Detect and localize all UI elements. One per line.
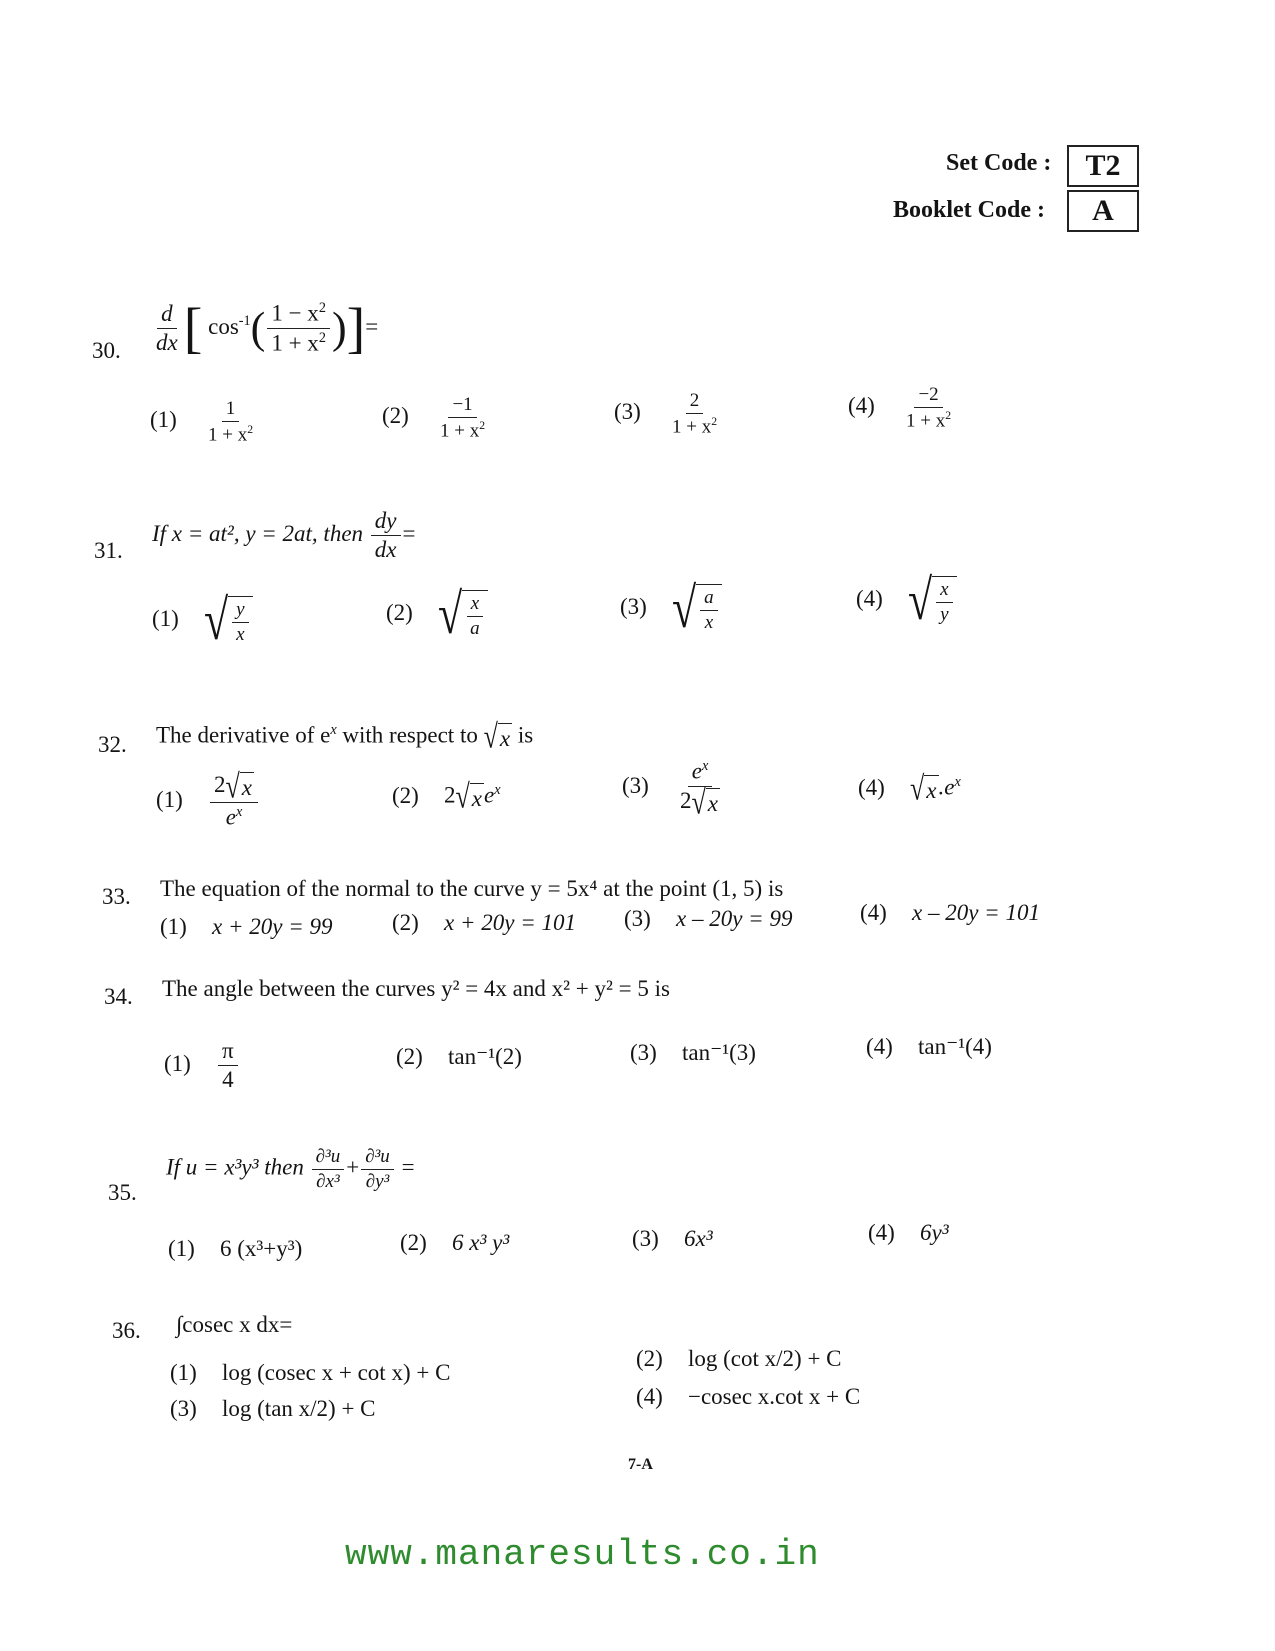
option-3[interactable] xyxy=(622,758,726,822)
radical-icon: √ xyxy=(908,568,933,633)
exp-base: .e xyxy=(938,774,955,800)
fraction-numerator: 1 − x xyxy=(271,300,319,326)
coefficient: 2 xyxy=(680,788,692,814)
option-1[interactable] xyxy=(168,1236,302,1262)
booklet-code-box: A xyxy=(1067,190,1139,232)
equals-sign: = xyxy=(401,1154,415,1180)
partial-numerator: ∂³u xyxy=(312,1146,345,1170)
option-text: tan⁻¹(3) xyxy=(682,1040,756,1065)
question-text: The angle between the curves y² = 4x and x² + y² = 5 is xyxy=(162,976,670,1001)
square-sup: 2 xyxy=(318,300,326,316)
option-2[interactable] xyxy=(392,777,501,816)
option-denominator: x xyxy=(236,623,245,645)
radicand: x xyxy=(924,775,938,804)
option-label: (1) xyxy=(168,1236,195,1261)
radical-icon: √ xyxy=(910,769,925,808)
option-text: x + 20y = 99 xyxy=(212,914,333,939)
option-label: (3) xyxy=(622,773,649,799)
radical-icon: √ xyxy=(204,588,229,653)
option-text: 6 (x³+y³) xyxy=(220,1236,303,1261)
option-denominator: e xyxy=(225,805,236,831)
question-text: If u = x³y³ then xyxy=(166,1154,304,1180)
option-text: tan⁻¹(2) xyxy=(448,1044,522,1069)
option-3[interactable] xyxy=(630,1040,756,1066)
radical-icon: √ xyxy=(225,767,240,805)
option-text: −cosec x.cot x + C xyxy=(688,1384,861,1409)
radicand: x xyxy=(240,772,254,801)
option-label: (2) xyxy=(392,910,419,935)
dx-denominator: dx xyxy=(374,537,397,563)
question-number: 31. xyxy=(94,538,123,563)
option-1[interactable] xyxy=(164,1038,240,1094)
right-bracket: ] xyxy=(346,297,366,360)
booklet-code-label: Booklet Code : xyxy=(893,197,1045,223)
question-text: is xyxy=(517,722,534,748)
option-numerator: x xyxy=(936,579,952,603)
partial-numerator: ∂³u xyxy=(361,1146,394,1170)
option-denominator: 4 xyxy=(222,1067,234,1093)
option-label: (3) xyxy=(614,399,641,425)
option-numerator: e xyxy=(691,758,702,784)
page-number: 7-A xyxy=(628,1456,653,1473)
option-label: (3) xyxy=(624,906,651,931)
question-text: The equation of the normal to the curve y = 5x⁴ at the point (1, 5) is xyxy=(160,876,784,901)
option-1[interactable] xyxy=(156,767,260,832)
option-1[interactable] xyxy=(150,398,259,446)
option-label: (2) xyxy=(392,782,419,808)
radical-icon: √ xyxy=(455,777,470,816)
square-sup: 2 xyxy=(479,418,486,432)
option-text: log (tan x/2) + C xyxy=(222,1396,376,1421)
option-label: (1) xyxy=(170,1360,197,1385)
question-number: 30. xyxy=(92,338,121,363)
option-numerator: −2 xyxy=(914,384,942,408)
option-text: x – 20y = 101 xyxy=(912,900,1040,925)
option-4[interactable] xyxy=(848,384,957,432)
question-number: 33. xyxy=(102,884,131,909)
option-numerator: 1 xyxy=(222,398,240,422)
option-label: (4) xyxy=(636,1384,663,1409)
option-label: (2) xyxy=(386,600,413,626)
option-text: 6 x³ y³ xyxy=(452,1230,510,1255)
option-numerator: a xyxy=(700,587,718,611)
option-4[interactable] xyxy=(860,900,1040,926)
exponent-sup: x xyxy=(330,722,337,738)
exponent-sup: x xyxy=(235,804,243,821)
option-label: (4) xyxy=(848,393,875,419)
option-3[interactable] xyxy=(170,1396,376,1422)
option-numerator: 2 xyxy=(686,390,704,414)
square-sup: 2 xyxy=(318,330,326,347)
exp-base: e xyxy=(484,782,495,808)
option-label: (1) xyxy=(160,914,187,939)
option-text: 6y³ xyxy=(920,1220,949,1245)
option-4[interactable] xyxy=(858,769,961,808)
plus-sign: + xyxy=(346,1154,360,1180)
fraction-denominator: 1 + x xyxy=(271,330,319,356)
left-bracket: [ xyxy=(183,297,203,360)
question-number: 36. xyxy=(112,1318,141,1343)
option-label: (1) xyxy=(164,1051,191,1077)
option-label: (4) xyxy=(860,900,887,925)
square-sup: 2 xyxy=(945,408,952,422)
option-text: 6x³ xyxy=(684,1226,713,1251)
square-sup: 2 xyxy=(247,422,254,436)
option-4[interactable] xyxy=(868,1220,949,1246)
question-number: 34. xyxy=(104,984,133,1009)
option-3[interactable] xyxy=(620,576,722,641)
cos-label: cos xyxy=(208,313,239,339)
dy-numerator: dy xyxy=(371,508,401,536)
option-denominator: 1 + x xyxy=(906,410,946,432)
option-1[interactable] xyxy=(170,1360,450,1386)
set-code-box: T2 xyxy=(1067,145,1139,187)
partial-denominator: ∂x³ xyxy=(316,1170,340,1192)
option-3[interactable] xyxy=(632,1226,713,1252)
equals-sign: = xyxy=(402,521,416,547)
right-paren: ) xyxy=(331,303,347,353)
coefficient: 2 xyxy=(444,782,456,808)
option-4[interactable] xyxy=(636,1384,860,1410)
option-numerator: π xyxy=(218,1038,238,1066)
option-text: x – 20y = 99 xyxy=(676,906,793,931)
question-35-stem xyxy=(166,1146,415,1193)
option-numerator: x xyxy=(467,593,483,617)
option-label: (2) xyxy=(382,403,409,429)
question-number: 35. xyxy=(108,1180,137,1205)
option-3[interactable] xyxy=(624,906,792,932)
radicand: x xyxy=(706,788,720,817)
exponent-sup: x xyxy=(494,782,501,798)
radical-icon: √ xyxy=(438,582,463,647)
set-code-label: Set Code : xyxy=(946,150,1052,176)
option-denominator: 1 + x xyxy=(208,424,248,446)
option-label: (4) xyxy=(858,774,885,800)
option-4[interactable] xyxy=(866,1034,992,1060)
partial-denominator: ∂y³ xyxy=(365,1170,390,1192)
option-2[interactable] xyxy=(386,582,488,647)
question-text: ∫cosec x dx= xyxy=(176,1312,293,1337)
option-label: (1) xyxy=(156,787,183,813)
option-label: (3) xyxy=(170,1396,197,1421)
option-label: (3) xyxy=(632,1226,659,1251)
option-text: log (cosec x + cot x) + C xyxy=(222,1360,451,1385)
inverse-sup: -1 xyxy=(238,313,251,330)
radicand: x xyxy=(470,783,484,812)
equals-sign: = xyxy=(365,313,379,339)
option-denominator: 1 + x xyxy=(440,420,480,442)
option-denominator: 1 + x xyxy=(672,416,712,438)
option-3[interactable] xyxy=(614,390,723,438)
coefficient: 2 xyxy=(214,772,226,797)
option-numerator: y xyxy=(232,599,248,623)
dx-denominator: dx xyxy=(156,330,178,356)
radical-icon: √ xyxy=(483,717,498,756)
option-2[interactable] xyxy=(636,1346,842,1372)
option-label: (1) xyxy=(150,407,177,433)
radicand: x xyxy=(498,723,512,752)
radical-icon: √ xyxy=(672,576,697,641)
option-2[interactable] xyxy=(392,910,576,936)
option-1[interactable] xyxy=(160,914,332,940)
option-label: (3) xyxy=(630,1040,657,1065)
option-1[interactable] xyxy=(152,588,253,653)
option-text: log (cot x/2) + C xyxy=(688,1346,842,1371)
question-32-stem xyxy=(156,717,534,756)
d-numerator: d xyxy=(157,301,177,329)
option-numerator: −1 xyxy=(448,394,476,418)
question-number: 32. xyxy=(98,732,127,757)
question-31-stem xyxy=(152,508,416,564)
option-label: (2) xyxy=(396,1044,423,1069)
radical-icon: √ xyxy=(691,783,706,822)
option-denominator: y xyxy=(940,603,949,625)
option-label: (1) xyxy=(152,606,179,632)
option-label: (2) xyxy=(636,1346,663,1371)
option-denominator: a xyxy=(470,617,480,639)
option-2[interactable] xyxy=(382,394,491,442)
option-4[interactable] xyxy=(856,568,957,633)
square-sup: 2 xyxy=(711,414,718,428)
question-text: If x = at², y = 2at, then xyxy=(152,521,364,547)
option-label: (4) xyxy=(868,1220,895,1245)
question-text: The derivative of e xyxy=(156,722,331,748)
option-label: (2) xyxy=(400,1230,427,1255)
exponent-sup: x xyxy=(701,758,709,774)
option-2[interactable] xyxy=(396,1044,522,1070)
option-text: x + 20y = 101 xyxy=(444,910,576,935)
footer-url[interactable]: www.manaresults.co.in xyxy=(345,1534,820,1575)
option-text: tan⁻¹(4) xyxy=(918,1034,992,1059)
option-label: (3) xyxy=(620,594,647,620)
question-text: with respect to xyxy=(336,722,478,748)
option-label: (4) xyxy=(856,586,883,612)
option-label: (4) xyxy=(866,1034,893,1059)
question-30-stem xyxy=(150,297,379,360)
left-paren: ( xyxy=(250,303,266,353)
exponent-sup: x xyxy=(954,774,961,790)
option-denominator: x xyxy=(704,611,714,633)
option-2[interactable] xyxy=(400,1230,509,1256)
